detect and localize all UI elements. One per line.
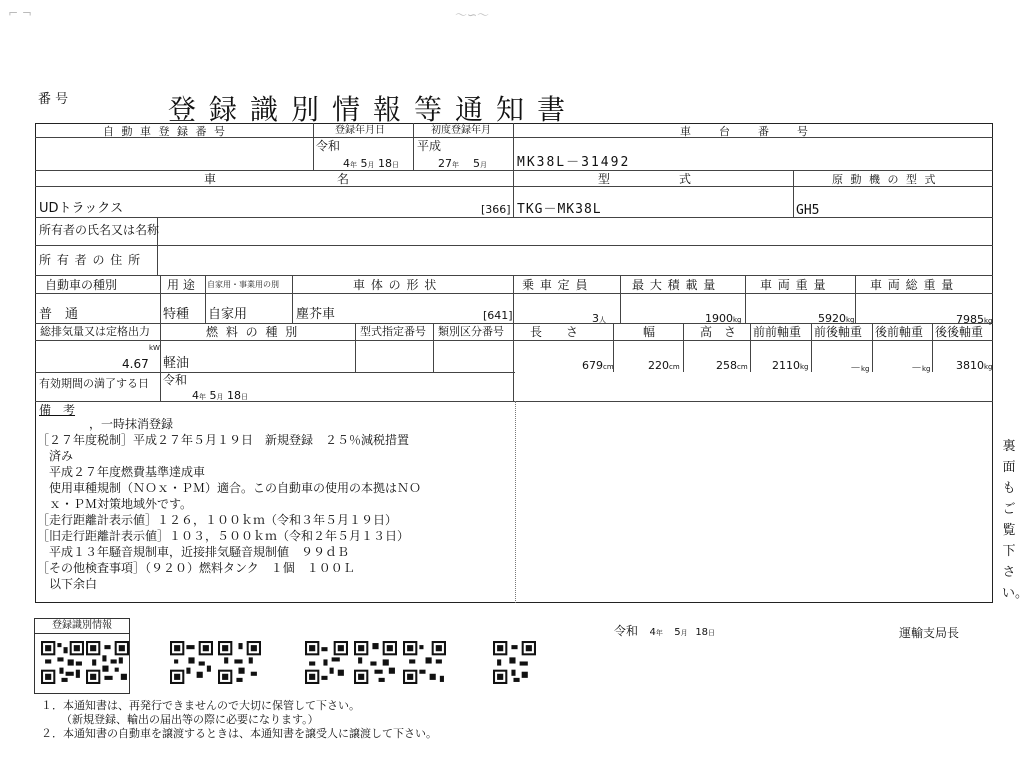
rule <box>413 123 414 170</box>
shape-code: [641] <box>483 309 513 322</box>
rule <box>872 323 873 372</box>
header-fr-axle: 前後軸重 <box>814 325 863 339</box>
rule <box>313 123 314 170</box>
remarks-line: 使用車種規制（ＮＯｘ・ＰＭ）適合。この自動車の使用の本拠はＮＯ <box>49 481 422 495</box>
ff-axle: 2110kg <box>772 359 809 372</box>
header-name-2: 名 <box>337 172 350 186</box>
vehicle-name: UDトラックス <box>39 201 124 216</box>
footnote-1-sub: （新規登録、輸出の届出等の際に必要になります。） <box>61 713 319 726</box>
rule <box>35 372 515 373</box>
rule <box>205 275 206 323</box>
header-gross-weight: 車 両 総 重 量 <box>870 278 955 292</box>
vehicle-weight: 5920kg <box>818 312 855 325</box>
header-capacity: 乗 車 定 員 <box>522 278 589 292</box>
rule <box>35 293 993 294</box>
footnote-1: １．本通知書は、再発行できませんので大切に保管して下さい。 <box>41 699 360 712</box>
issue-date: 令和 4年 5月 18日 <box>614 624 716 638</box>
rule <box>683 323 684 372</box>
header-remarks: 備 考 <box>39 403 76 417</box>
remarks-line: ［２７年度税制］平成２７年５月１９日 新規登録 ２５％減税措置 <box>37 433 410 447</box>
qr-code <box>354 641 397 684</box>
remarks-line: 以下余白 <box>49 577 98 591</box>
number-label: 番 号 <box>38 92 69 107</box>
header-private-business: 自家用・事業用の別 <box>207 280 279 289</box>
qr-code <box>41 641 84 684</box>
header-height: 高 さ <box>700 325 737 339</box>
remarks-line: ［その他検査事項］（９２０）燃料タンク １個 １００Ｌ <box>37 561 355 575</box>
footnote-2: ２．本通知書の自動車を譲渡するときは、本通知書を譲受人に譲渡して下さい。 <box>41 727 437 740</box>
rule <box>35 217 993 218</box>
rule <box>35 401 993 402</box>
first-reg-date: 27年 5月 <box>438 157 487 170</box>
qr-code <box>86 641 129 684</box>
rule <box>620 275 621 323</box>
header-fuel: 燃 料 の 種 別 <box>206 325 300 339</box>
first-reg-era: 平成 <box>417 139 442 153</box>
remarks-line: 平成１３年騒音規制車，近接排気騒音規制値 ９９ｄＢ <box>49 545 350 559</box>
rule <box>515 401 516 603</box>
rule <box>35 170 993 171</box>
header-owner-name: 所有者の氏名又は名称 <box>39 223 160 237</box>
registration-info-label: 登録識別情報 <box>35 619 129 634</box>
qr-code <box>403 641 446 684</box>
remarks <box>37 416 513 592</box>
expiry-date: 4年 5月 18日 <box>192 389 248 402</box>
model: TKG－MK38L <box>517 202 602 217</box>
rule <box>355 323 356 372</box>
engine-model: GH5 <box>796 203 820 218</box>
rr-axle: 3810kg <box>956 359 993 372</box>
expiry-era: 令和 <box>163 373 188 387</box>
chassis-number: MK38L－31492 <box>517 155 631 170</box>
header-model-2: 式 <box>679 172 692 186</box>
header-engine: 原 動 機 の 型 式 <box>832 173 938 186</box>
private-business: 自家用 <box>208 307 248 322</box>
rule <box>433 323 434 372</box>
use: 特種 <box>163 307 190 322</box>
header-length: 長 さ <box>530 325 579 339</box>
header-ff-axle: 前前軸重 <box>753 325 802 339</box>
issuer: 運輸支局長 <box>899 626 960 640</box>
rule <box>35 340 993 341</box>
rule <box>160 275 161 401</box>
header-type-designation: 型式指定番号 <box>360 325 426 338</box>
rule <box>513 123 514 217</box>
gross-weight: 7985kg <box>956 313 993 326</box>
header-body-shape: 車 体 の 形 状 <box>353 278 438 292</box>
header-owner-address: 所 有 者 の 住 所 <box>39 253 142 267</box>
rule <box>35 275 993 276</box>
remarks-line: ［走行距離計表示値］１２６，１００ｋｍ（令和３年５月１９日） <box>37 513 398 527</box>
header-name-1: 車 <box>204 172 217 186</box>
height: 258cm <box>716 359 748 372</box>
header-rf-axle: 後前軸重 <box>875 325 924 339</box>
qr-code <box>493 641 536 684</box>
qr-code <box>305 641 348 684</box>
displacement: 4.67 <box>122 357 149 371</box>
header-model-1: 型 <box>598 172 611 186</box>
header-displacement: 総排気量又は定格出力 <box>40 325 150 338</box>
kw-unit: kW <box>149 344 160 352</box>
header-vehicle-class: 自動車の種別 <box>45 278 118 292</box>
scan-mark: ⌐ ¬ <box>8 6 32 20</box>
header-category-number: 類別区分番号 <box>438 325 504 338</box>
header-expiry: 有効期間の満了する日 <box>39 377 149 390</box>
remarks-line: 平成２７年度燃費基準達成車 <box>49 465 206 479</box>
header-reg-number: 自 動 車 登 録 番 号 <box>103 125 227 138</box>
side-note: 裏面もご覧下さい。 <box>1002 439 1028 601</box>
header-max-load: 最 大 積 載 量 <box>632 278 717 292</box>
remarks-line: ｘ・ＰＭ対策地域外です。 <box>49 497 193 511</box>
rule <box>292 275 293 323</box>
remarks-line: ，一時抹消登録 <box>89 417 174 431</box>
rule <box>793 170 794 217</box>
header-width: 幅 <box>643 325 656 339</box>
header-reg-date: 登録年月日 <box>335 125 385 136</box>
scan-mark: ～∽～ <box>455 8 490 22</box>
rule <box>932 323 933 372</box>
qr-code <box>218 641 261 684</box>
rule <box>811 323 812 372</box>
rule <box>35 186 993 187</box>
header-rr-axle: 後後軸重 <box>935 325 984 339</box>
rule <box>513 275 514 401</box>
name-code: [366] <box>481 203 511 216</box>
rule <box>750 323 751 372</box>
header-chassis: 車 台 番 号 <box>680 125 810 138</box>
document-title: 登録識別情報等通知書 <box>168 93 579 126</box>
rule <box>855 275 856 323</box>
header-first-reg: 初度登録年月 <box>431 125 491 136</box>
vehicle-class: 普 通 <box>39 307 79 322</box>
body-shape: 塵芥車 <box>296 307 336 322</box>
capacity: 3人 <box>592 312 606 325</box>
rf-axle: －kg <box>911 361 931 374</box>
width: 220cm <box>648 359 680 372</box>
reg-date-era: 令和 <box>316 139 341 153</box>
qr-code <box>170 641 213 684</box>
header-vehicle-weight: 車 両 重 量 <box>760 278 827 292</box>
rule <box>745 275 746 323</box>
max-load: 1900kg <box>705 312 742 325</box>
remarks-line: ［旧走行距離計表示値］１０３，５００ｋｍ（令和２年５月１３日） <box>37 529 410 543</box>
fr-axle: －kg <box>850 361 870 374</box>
rule <box>35 245 993 246</box>
reg-date: 4年 5月 18日 <box>343 157 399 170</box>
header-use: 用 途 <box>167 278 195 292</box>
fuel: 軽油 <box>163 356 190 371</box>
remarks-line: 済み <box>49 449 74 463</box>
length: 679cm <box>582 359 614 372</box>
